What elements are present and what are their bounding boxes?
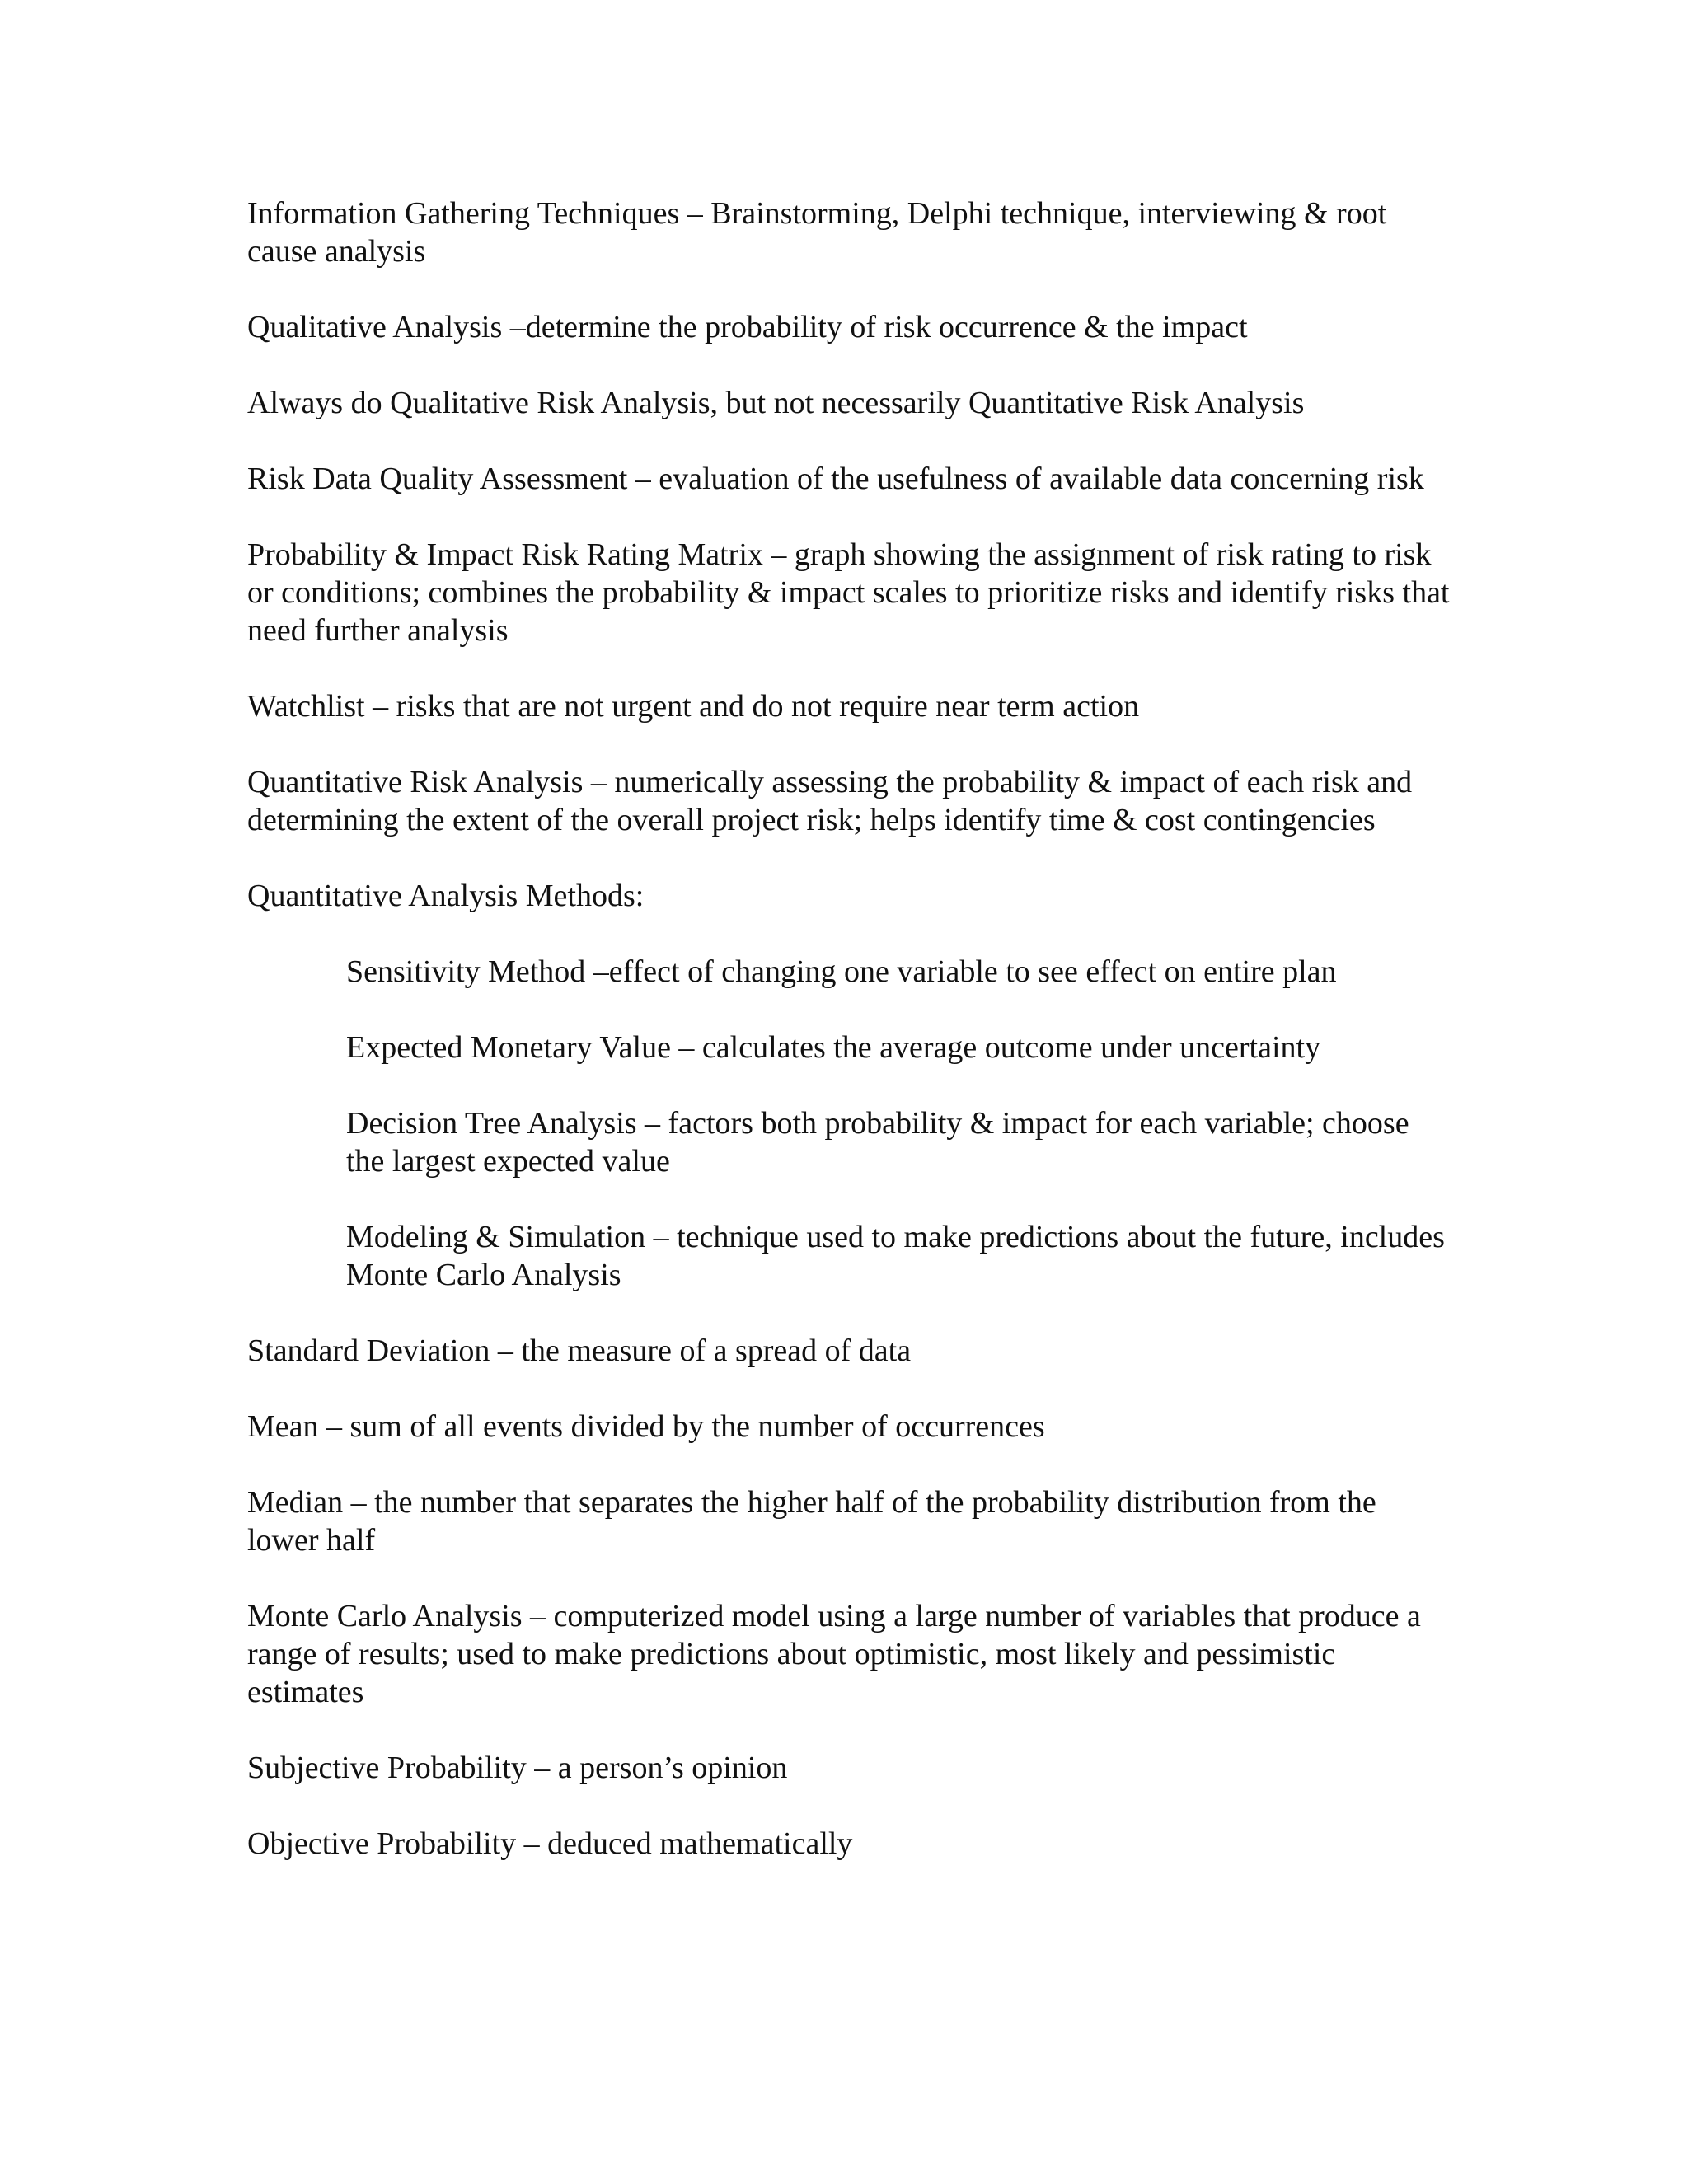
definition-monte-carlo: Monte Carlo Analysis – computerized model using a large number of variables that produce a range of results; used to make predictions about optimistic, most likely and pessimistic estimates	[247, 1599, 1421, 1709]
definition-mean: Mean – sum of all events divided by the number of occurrences	[247, 1409, 1045, 1444]
method-modeling-simulation: Modeling & Simulation – technique used to make predictions about the future, includes Monte Carlo Analysis	[346, 1220, 1445, 1292]
document-body	[247, 194, 1451, 1863]
entry-qualitative-analysis: Qualitative Analysis –determine the probability of risk occurrence & the impact	[247, 310, 1248, 344]
definition-subjective-probability: Subjective Probability – a person’s opinion	[247, 1750, 788, 1785]
method-decision-tree: Decision Tree Analysis – factors both probability & impact for each variable; choose the largest expected value	[346, 1106, 1409, 1179]
entry-quantitative-methods-heading: Quantitative Analysis Methods:	[247, 879, 645, 913]
entry-watchlist: Watchlist – risks that are not urgent and do not require near term action	[247, 689, 1140, 724]
entry-quantitative-risk-analysis: Quantitative Risk Analysis – numerically assessing the probability & impact of each risk and determining the extent of the overall project risk; helps identify time & cost contingencies	[247, 765, 1413, 837]
definition-objective-probability: Objective Probability – deduced mathematically	[247, 1826, 853, 1861]
methods-list	[247, 953, 1451, 1294]
method-sensitivity: Sensitivity Method –effect of changing one variable to see effect on entire plan	[346, 954, 1337, 989]
definition-median: Median – the number that separates the higher half of the probability distribution from the lower half	[247, 1485, 1376, 1558]
entry-always-do-qualitative: Always do Qualitative Risk Analysis, but not necessarily Quantitative Risk Analysis	[247, 386, 1305, 420]
entry-risk-data-quality: Risk Data Quality Assessment – evaluation of the usefulness of available data concerning risk	[247, 462, 1424, 496]
method-expected-monetary-value: Expected Monetary Value – calculates the average outcome under uncertainty	[346, 1030, 1321, 1065]
entry-information-gathering: Information Gathering Techniques – Brainstorming, Delphi technique, interviewing & root cause analysis	[247, 196, 1387, 269]
definition-standard-deviation: Standard Deviation – the measure of a spread of data	[247, 1333, 912, 1368]
entry-probability-impact-matrix: Probability & Impact Risk Rating Matrix – graph showing the assignment of risk rating to risk or conditions; combines the probability & impact scales to prioritize risks and identify risks that need further analysis	[247, 537, 1450, 648]
